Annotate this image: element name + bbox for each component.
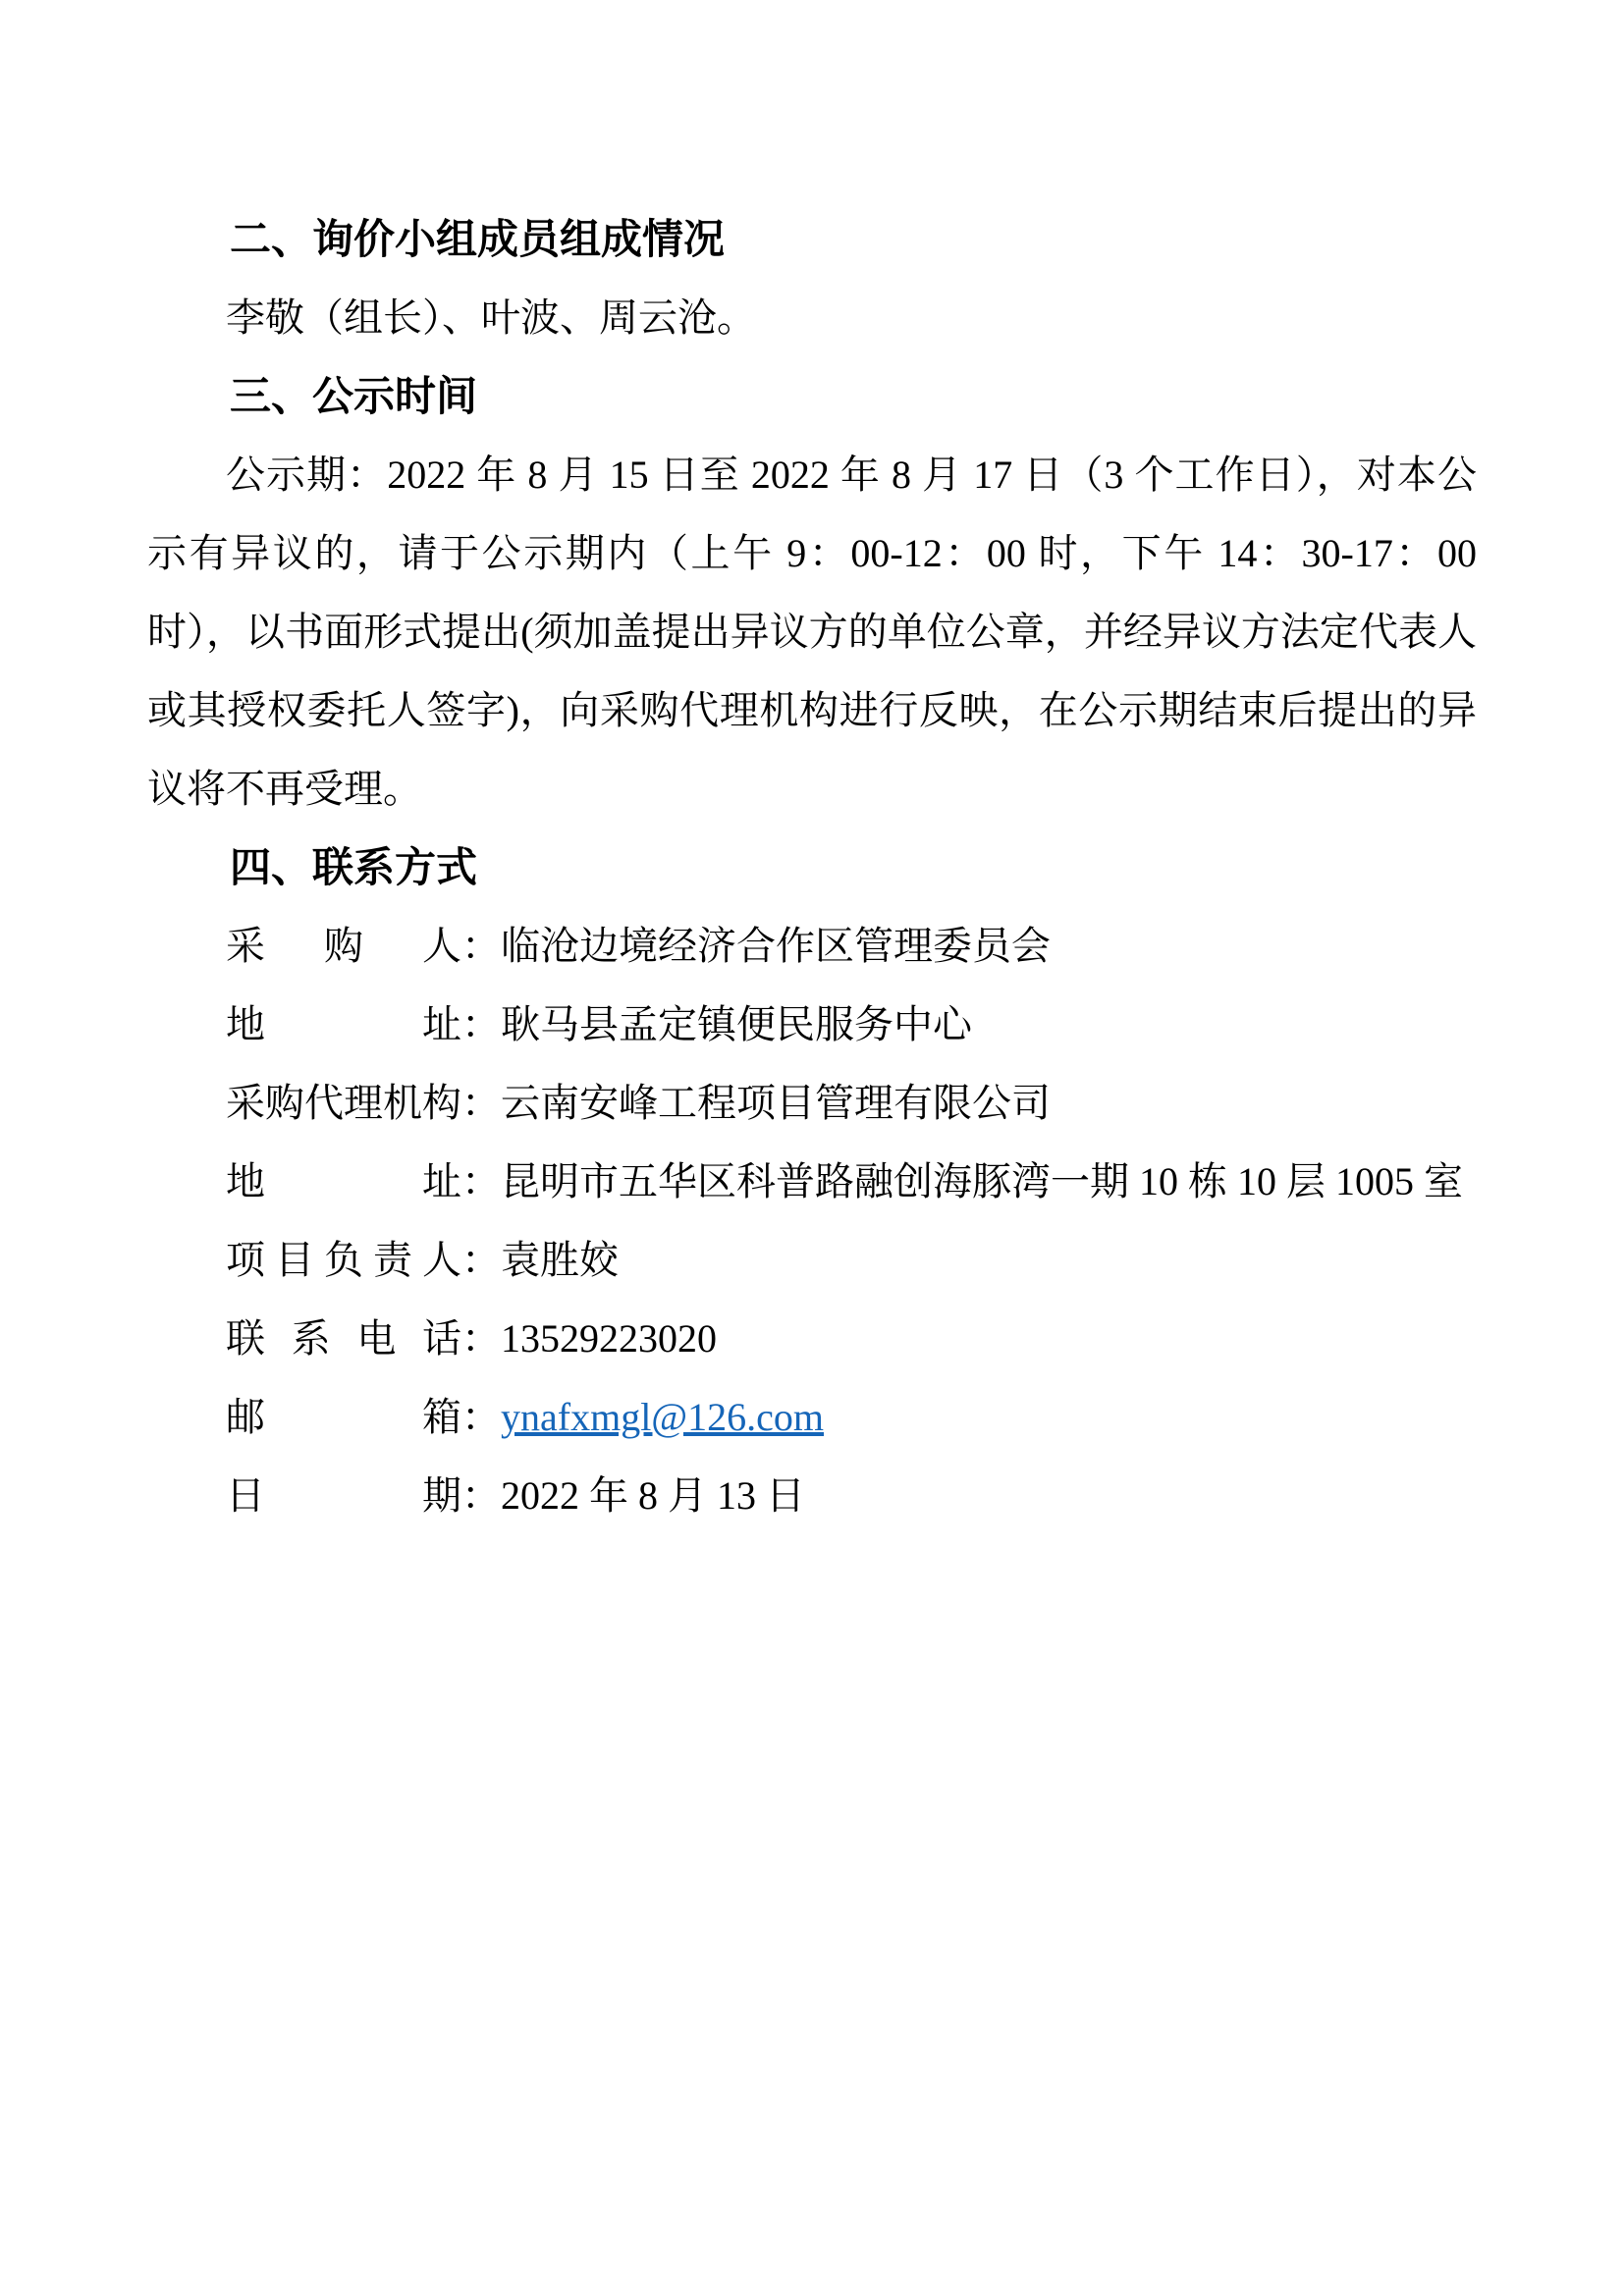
project-manager-value: 袁胜姣	[501, 1238, 619, 1282]
agency-address-label: 地址	[226, 1159, 461, 1203]
contact-row-agency-address	[147, 1143, 1477, 1221]
email-link[interactable]: ynafxmgl@126.com	[501, 1395, 825, 1439]
email-label: 邮箱	[226, 1395, 461, 1439]
contact-row-project-manager	[147, 1221, 1477, 1300]
agency-label: 采购代理机构	[226, 1081, 461, 1125]
contact-row-purchaser-address	[147, 986, 1477, 1064]
section-heading-contact-info: 四、联系方式	[230, 844, 478, 890]
agency-value: 云南安峰工程项目管理有限公司	[501, 1081, 1051, 1125]
date-value: 2022 年 8 月 13 日	[501, 1473, 805, 1518]
publicity-period-paragraph: 公示期：2022 年 8 月 15 日至 2022 年 8 月 17 日（3 个工作日），对本公示有异议的，请于公示期内（上午 9：00-12：00 时，下午 14：30-17：00 时），以书面形式提出(须加盖提出异议方的单位公章，并经异议方法定代表人或其授权委托人签字)，向采购代理机构进行反映，在公示期结束后提出的异议将不再受理。	[147, 453, 1477, 811]
project-manager-colon: ：	[461, 1238, 501, 1282]
date-label: 日期	[226, 1473, 461, 1518]
purchaser-value: 临沧边境经济合作区管理委员会	[501, 924, 1051, 968]
agency-colon: ：	[461, 1081, 501, 1125]
section-heading-inquiry-team: 二、询价小组成员组成情况	[230, 216, 726, 262]
purchaser-label: 采购人	[226, 924, 461, 968]
contact-row-date	[147, 1457, 1477, 1535]
phone-value: 13529223020	[501, 1316, 717, 1361]
project-manager-label: 项目负责人	[226, 1238, 461, 1282]
agency-address-value: 昆明市五华区科普路融创海豚湾一期 10 栋 10 层 1005 室	[501, 1159, 1463, 1203]
agency-address-colon: ：	[461, 1159, 501, 1203]
contact-row-agency	[147, 1064, 1477, 1143]
team-members-text: 李敬（组长）、叶波、周云沧。	[226, 295, 756, 340]
purchaser-address-colon: ：	[461, 1002, 501, 1046]
contact-row-email	[147, 1378, 1477, 1457]
purchaser-colon: ：	[461, 924, 501, 968]
contact-row-purchaser	[147, 907, 1477, 986]
contact-row-phone	[147, 1300, 1477, 1378]
purchaser-address-value: 耿马县孟定镇便民服务中心	[501, 1002, 972, 1046]
date-colon: ：	[461, 1473, 501, 1518]
email-colon: ：	[461, 1395, 501, 1439]
phone-label: 联系电话	[226, 1316, 461, 1361]
purchaser-address-label: 地址	[226, 1002, 461, 1046]
section-heading-publicity-time: 三、公示时间	[230, 373, 478, 419]
phone-colon: ：	[461, 1316, 501, 1361]
